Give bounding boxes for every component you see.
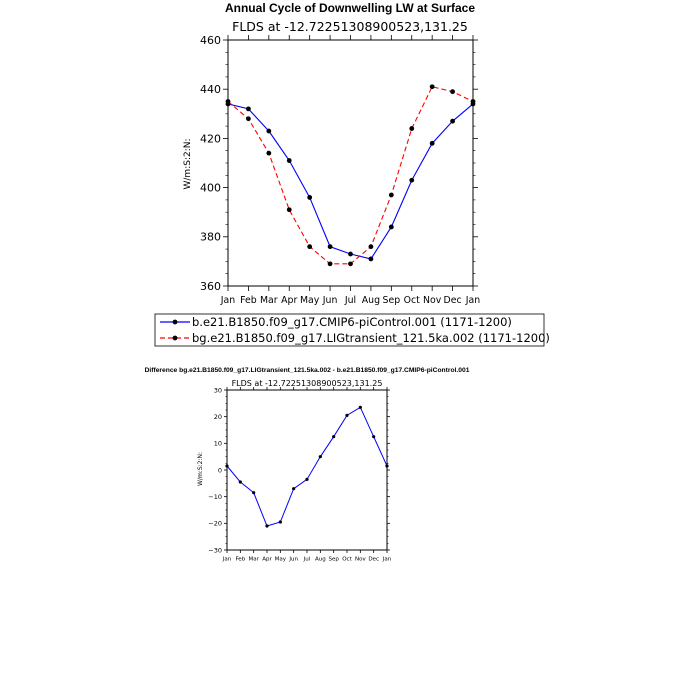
legend-label-2: bg.e21.B1850.f09_g17.LIGtransient_121.5ka.002 (1171-1200): [192, 331, 550, 345]
chart1-ytick-label: 360: [200, 279, 221, 293]
chart2-xtick-label: Apr: [262, 556, 272, 563]
chart1-subtitle: FLDS at -12.72251308900523,131.25: [232, 19, 468, 34]
legend-marker-1: [173, 320, 178, 325]
chart1-frame: [228, 40, 473, 286]
legend-marker-2: [173, 336, 178, 341]
chart1-series-1-point: [307, 195, 312, 200]
chart1-ytick-label: 420: [200, 132, 221, 146]
chart2-plot: [208, 386, 391, 562]
chart2-ytick-label: −10: [208, 492, 222, 501]
chart2-series-1-line: [227, 407, 387, 526]
chart1-series-2-point: [307, 244, 312, 249]
chart1-ytick-label: 460: [200, 33, 221, 47]
chart1-series-2-point: [266, 151, 271, 156]
chart1-xtick-label: May: [300, 295, 320, 306]
chart2-series-1-point: [252, 491, 255, 494]
chart1-series-1-point: [246, 106, 251, 111]
chart1-xtick-label: Nov: [423, 295, 442, 306]
chart2-series-1-point: [359, 406, 362, 409]
chart2-xtick-label: Feb: [235, 556, 246, 563]
chart1-xtick-label: Feb: [240, 295, 257, 306]
chart2-ytick-label: 10: [213, 439, 222, 448]
chart1-series-2-point: [246, 116, 251, 121]
chart2-xtick-label: Nov: [354, 556, 366, 563]
chart2-xtick-label: Jul: [303, 556, 311, 563]
chart1-xtick-label: Sep: [382, 295, 401, 306]
chart1-series-2-point: [369, 244, 374, 249]
chart2-xtick-label: Jan: [222, 556, 232, 563]
chart2-xtick-label: May: [274, 556, 287, 563]
chart1-ytick-label: 380: [200, 230, 221, 244]
chart1-xtick-label: Aug: [361, 295, 381, 306]
chart1-xtick-label: Apr: [281, 295, 298, 306]
chart1-series-1-point: [266, 129, 271, 134]
chart2-series-1-point: [372, 435, 375, 438]
chart2-series-1-point: [319, 455, 322, 458]
chart1-series-2-point: [450, 89, 455, 94]
chart1-xtick-label: Jul: [344, 295, 357, 306]
chart2-subtitle: FLDS at -12.72251308900523,131.25: [231, 379, 383, 388]
chart2-xtick-label: Jan: [382, 556, 392, 563]
chart1-ylabel: W/m:S:2:N:: [183, 138, 193, 190]
chart2-series-1-point: [332, 435, 335, 438]
chart1-series-1-point: [369, 257, 374, 262]
chart2-ytick-label: −20: [208, 519, 222, 528]
chart2-xtick-label: Oct: [342, 556, 352, 563]
chart2-series-1-point: [305, 478, 308, 481]
chart1-xtick-label: Jun: [322, 295, 338, 306]
chart1-series-1-point: [450, 119, 455, 124]
chart1-xtick-label: Mar: [260, 295, 278, 306]
chart1-xtick-label: Jan: [220, 295, 236, 306]
chart2-series-1-point: [239, 480, 242, 483]
chart2-series-1-point: [265, 524, 268, 527]
chart1-series-2-line: [228, 87, 473, 264]
chart1-plot: [200, 34, 480, 306]
chart1-series-1-point: [287, 158, 292, 163]
chart2-xtick-label: Sep: [328, 556, 339, 563]
chart2-xtick-label: Mar: [248, 556, 259, 563]
chart1-series-1-point: [409, 178, 414, 183]
chart2-ytick-label: −30: [208, 546, 222, 555]
chart2-ylabel: W/m:S:2:N:: [197, 452, 204, 486]
chart1-series-2-point: [348, 261, 353, 266]
chart1-ytick-label: 440: [200, 83, 221, 97]
chart1-series-1-point: [430, 141, 435, 146]
chart2-ytick-label: 20: [213, 412, 222, 421]
chart1-series-2-point: [409, 126, 414, 131]
chart1-title: Annual Cycle of Downwelling LW at Surface: [224, 1, 476, 15]
chart2-series-1-point: [292, 487, 295, 490]
chart2-ytick-label: 0: [217, 466, 222, 475]
chart1-series-2-point: [287, 207, 292, 212]
chart1-series-1-line: [228, 104, 473, 259]
legend-label-1: b.e21.B1850.f09_g17.CMIP6-piControl.001 (1171-1200): [192, 315, 512, 329]
chart1-series-2-point: [328, 261, 333, 266]
chart1-legend: [155, 314, 550, 346]
chart2-series-1-point: [279, 520, 282, 523]
chart1-xtick-label: Jan: [465, 295, 481, 306]
chart2-xtick-label: Aug: [314, 556, 326, 563]
chart1-xtick-label: Oct: [403, 295, 420, 306]
chart1-series-2-point: [430, 84, 435, 89]
chart2-xtick-label: Dec: [368, 556, 380, 563]
chart1-xtick-label: Dec: [443, 295, 462, 306]
chart2-ytick-label: 30: [213, 386, 222, 395]
chart2-xtick-label: Jun: [289, 556, 298, 563]
chart1-series-1-point: [348, 252, 353, 257]
chart1-ytick-label: 400: [200, 181, 221, 195]
chart1-series-1-point: [389, 225, 394, 230]
chart2-series-1-point: [345, 414, 348, 417]
chart1-series-2-point: [389, 193, 394, 198]
chart1-series-1-point: [328, 244, 333, 249]
chart2-title: Difference bg.e21.B1850.f09_g17.LIGtransient_121.5ka.002 - b.e21.B1850.f09_g17.CMIP6-piControl.001: [144, 367, 470, 374]
